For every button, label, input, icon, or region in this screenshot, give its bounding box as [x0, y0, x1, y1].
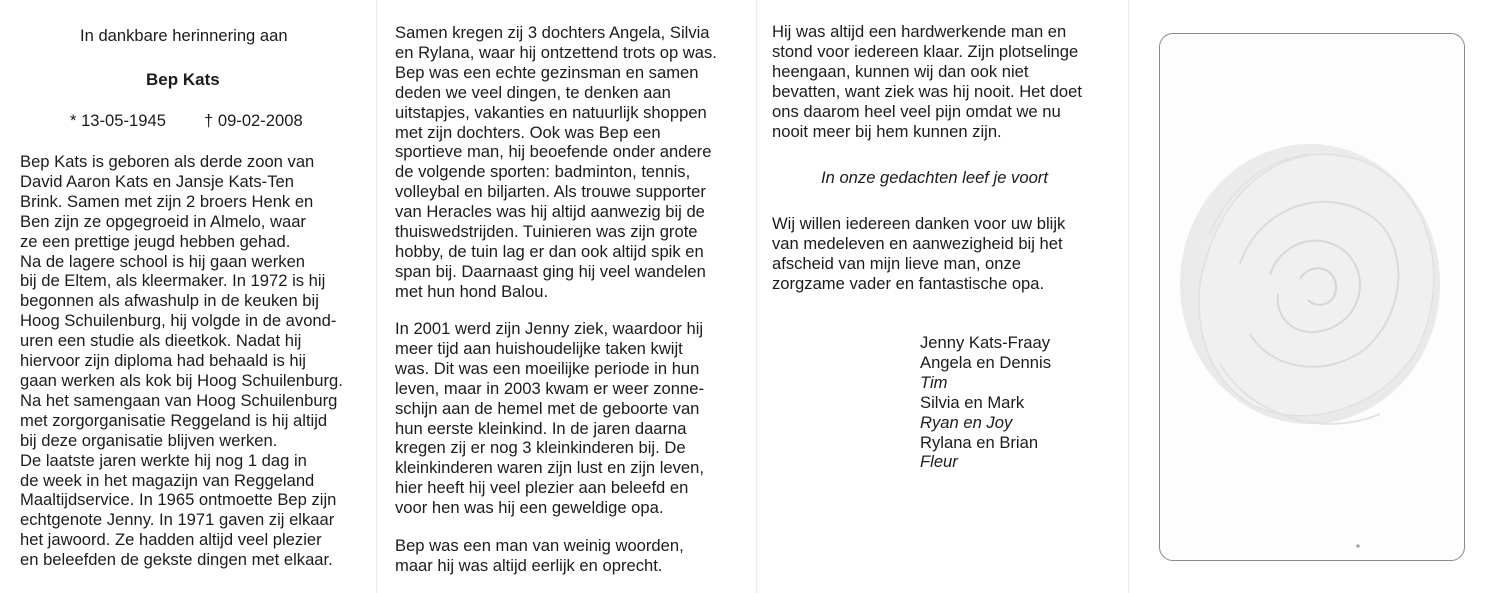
text-line: meer tijd aan huishoudelijke taken kwijt [395, 338, 683, 358]
text-line: heengaan, kunnen wij dan ook niet [772, 61, 1029, 81]
text-line: voor hen was hij een geweldige opa. [395, 498, 664, 518]
intro-text: In dankbare herinnering aan [80, 26, 288, 45]
text-line: en Rylana, waar hij ontzettend trots op was. [395, 42, 717, 62]
text-line: kregen zij er nog 3 kleinkinderen bij. De [395, 438, 686, 458]
text-line: uren een studie als dieetkok. Nadat hij [20, 331, 302, 351]
text-line: uitstapjes, vakanties en natuurlijk shoppen [395, 102, 707, 122]
signature-name: Ryan en Joy [920, 412, 1013, 432]
text-line: Na de lagere school is hij gaan werken [20, 251, 306, 271]
text-line: nooit meer bij hem kunnen zijn. [772, 121, 1002, 141]
text-line: bevatten, want ziek was hij nooit. Het doet [772, 81, 1082, 101]
paragraph-grandchildren [395, 319, 704, 518]
text-line: ze een prettige jeugd hebben gehad. [20, 231, 291, 251]
text-line: Wij willen iedereen danken voor uw blijk [772, 214, 1066, 233]
text-line: hier heeft hij veel plezier aan beleefd en [395, 478, 689, 498]
text-line: met zijn dochters. Ook was Bep een [395, 122, 661, 142]
text-line: het jawoord. Ze hadden altijd veel plezier [20, 530, 322, 550]
text-line: span bij. Daarnaast ging hij veel wandelen [395, 261, 706, 281]
signature-name: Fleur [920, 452, 958, 472]
rose-icon [1160, 34, 1464, 560]
text-line: Hij was altijd een hardwerkende man en [772, 22, 1067, 41]
text-line: deden we veel dingen, te denken aan [395, 82, 671, 102]
text-line: David Aaron Kats en Jansje Kats-Ten [20, 171, 294, 191]
text-line: maar hij was altijd eerlijk en oprecht. [395, 555, 663, 575]
signature-name: Silvia en Mark [920, 392, 1025, 412]
motto-text: In onze gedachten leef je voort [821, 168, 1048, 187]
text-line: Bep Kats is geboren als derde zoon van [20, 152, 315, 171]
text-line: bij de Eltem, als kleermaker. In 1972 is hij [20, 271, 326, 291]
text-line: was. Dit was een moeilijke periode in hun [395, 358, 700, 378]
text-line: leven, maar in 2003 kwam er weer zonne- [395, 378, 704, 398]
text-line: de volgende sporten: badminton, tennis, [395, 162, 691, 182]
text-line: Bep was een man van weinig woorden, [395, 536, 684, 555]
text-line: de week in het magazijn van Reggeland [20, 470, 315, 490]
text-line: In 2001 werd zijn Jenny ziek, waardoor hij [395, 319, 704, 338]
paragraph-character [395, 536, 684, 576]
text-line: Maaltijdservice. In 1965 ontmoette Bep zijn [20, 490, 337, 510]
text-line: schijn aan de hemel met de geboorte van [395, 398, 700, 418]
paragraph-remembrance [772, 22, 1082, 141]
column-thanks [757, 0, 1127, 593]
text-line: ons daarom heel veel pijn omdat we nu [772, 101, 1061, 121]
column-biography-2 [377, 0, 755, 593]
biography-text [20, 152, 343, 570]
text-line: hun eerste kleinkind. In de jaren daarna [395, 418, 687, 438]
text-line: met zorgorganisatie Reggeland is hij altijd [20, 410, 328, 430]
text-line: gaan werken als kok bij Hoog Schuilenburg. [20, 370, 343, 390]
signature-list [920, 333, 1051, 472]
signature-name: Tim [920, 372, 948, 392]
column-biography-1 [0, 0, 375, 593]
text-line: bij deze organisatie blijven werken. [20, 430, 278, 450]
text-line: Brink. Samen met zijn 2 broers Henk en [20, 191, 314, 211]
paragraph-family [395, 23, 717, 302]
text-line: Hoog Schuilenburg, hij volgde in de avond- [20, 311, 337, 331]
text-line: zorgzame vader en fantastische opa. [772, 273, 1045, 293]
text-line: Ben zijn ze opgegroeid in Almelo, waar [20, 211, 306, 231]
text-line: Bep was een echte gezinsman en samen [395, 62, 699, 82]
signature-name: Jenny Kats-Fraay [920, 333, 1051, 352]
paragraph-thanks [772, 214, 1065, 294]
deceased-name: Bep Kats [146, 70, 220, 89]
text-line: echtgenote Jenny. In 1971 gaven zij elkaar [20, 510, 335, 530]
text-line: stond voor iedereen klaar. Zijn plotselinge [772, 41, 1079, 61]
birth-date: * 13-05-1945 [70, 111, 166, 130]
text-line: hiervoor zijn diploma had behaald is hij [20, 351, 306, 371]
text-line: met hun hond Balou. [395, 281, 549, 301]
signature-name: Rylana en Brian [920, 432, 1039, 452]
text-line: van Heracles was hij altijd aanwezig bij de [395, 202, 705, 222]
text-line: volleybal en biljarten. Als trouwe supporter [395, 182, 706, 202]
text-line: en beleefden de gekste dingen met elkaar. [20, 550, 333, 570]
signature-name: Angela en Dennis [920, 352, 1051, 372]
text-line: sportieve man, hij beoefende onder andere [395, 142, 712, 162]
photo-frame [1159, 33, 1465, 561]
text-line: thuiswedstrijden. Tuinieren was zijn grote [395, 222, 698, 242]
text-line: Samen kregen zij 3 dochters Angela, Silvia [395, 23, 710, 42]
text-line: afscheid van mijn lieve man, onze [772, 253, 1022, 273]
text-line: hobby, de tuin lag er dan ook altijd spik en [395, 241, 704, 261]
text-line: kleinkinderen waren zijn lust en zijn leven, [395, 458, 704, 478]
text-line: begonnen als afwashulp in de keuken bij [20, 291, 319, 311]
death-date: † 09-02-2008 [204, 111, 303, 130]
text-line: van medeleven en aanwezigheid bij het [772, 233, 1063, 253]
text-line: Na het samengaan van Hoog Schuilenburg [20, 390, 338, 410]
text-line: De laatste jaren werkte hij nog 1 dag in [20, 450, 307, 470]
fold-line [1128, 0, 1129, 593]
